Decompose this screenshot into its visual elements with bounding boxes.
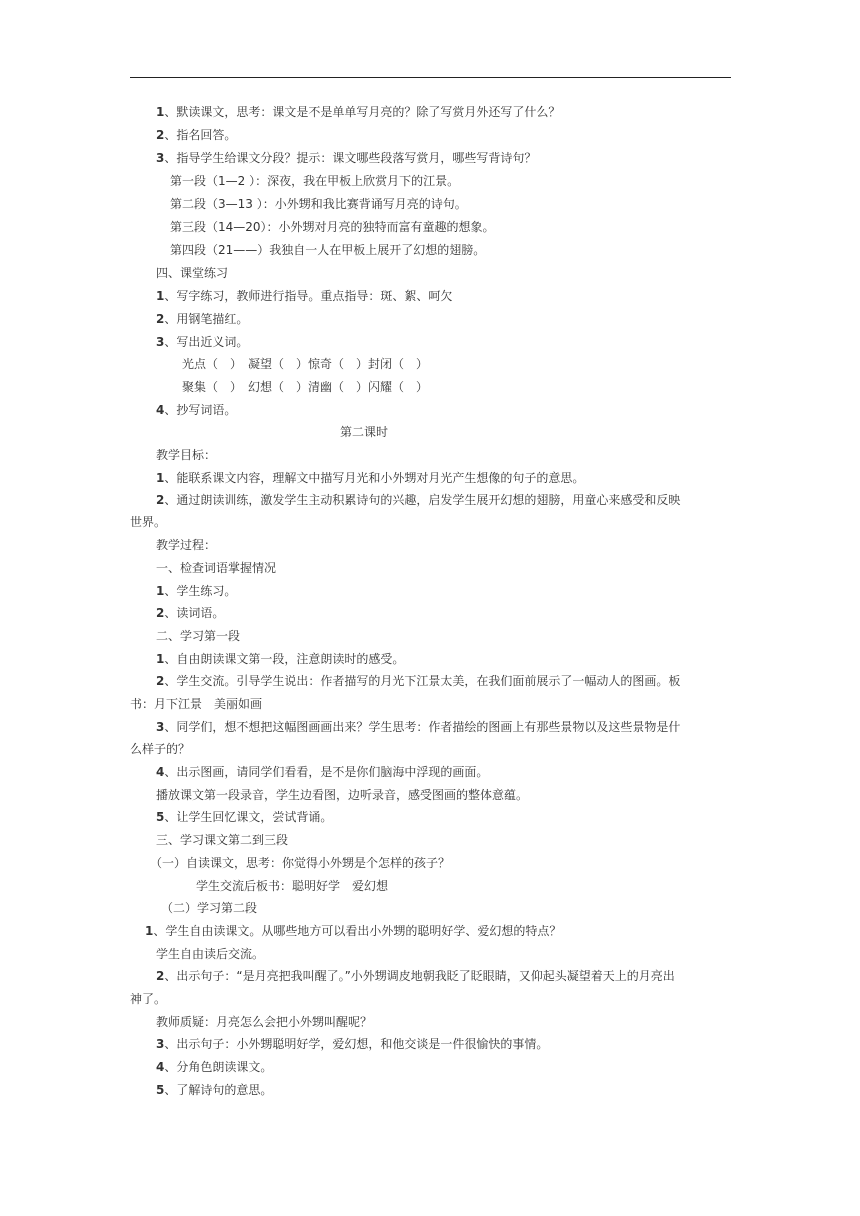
text-line: 3、同学们，想不想把这幅图画画出来？学生思考：作者描绘的图画上有那些景物以及这些景物是什 (156, 720, 681, 734)
text-line: 3、写出近义词。 (156, 335, 249, 349)
text-line: 播放课文第一段录音，学生边看图，边听录音，感受图画的整体意蕴。 (156, 788, 529, 802)
subsection-heading: （二）学习第二段 (161, 901, 258, 915)
text-line: 2、用钢笔描红。 (156, 312, 249, 326)
text-line: 学生交流后板书：聪明好学 爱幻想 (196, 879, 389, 893)
text-line: 3、指导学生给课文分段？提示：课文哪些段落写赏月，哪些写背诗句？ (156, 151, 537, 165)
text-line: 1、能联系课文内容，理解文中描写月光和小外甥对月光产生想像的句子的意思。 (156, 471, 585, 485)
text-line: 2、出示句子：“是月亮把我叫醒了。”小外甥调皮地朝我眨了眨眼睛，又仰起头凝望着天上的月亮出 (156, 969, 675, 983)
text-line: 1、默读课文，思考：课文是不是单单写月亮的？除了写赏月外还写了什么？ (156, 105, 561, 119)
text-line: 3、出示句子：小外甥聪明好学，爱幻想，和他交谈是一件很愉快的事情。 (156, 1037, 549, 1051)
text-line: 教师质疑：月亮怎么会把小外甥叫醒呢？ (156, 1015, 373, 1029)
text-line: 第四段（21——）我独自一人在甲板上展开了幻想的翅膀。 (170, 243, 486, 257)
section-heading: 教学目标： (156, 448, 217, 462)
text-line: 2、学生交流。引导学生说出：作者描写的月光下江景太美，在我们面前展示了一幅动人的图画。板 (156, 674, 681, 688)
section-heading: 教学过程： (156, 538, 217, 552)
text-line: 1、学生自由读课文。从哪些地方可以看出小外甥的聪明好学、爱幻想的特点？ (145, 924, 562, 938)
subsection-heading: （一）自读课文，思考：你觉得小外甥是个怎样的孩子？ (150, 856, 451, 870)
text-line: 4、分角色朗读课文。 (156, 1060, 273, 1074)
text-line: 5、了解诗句的意思。 (156, 1083, 273, 1097)
text-line: 5、让学生回忆课文，尝试背诵。 (156, 810, 333, 824)
text-line: 书：月下江景 美丽如画 (130, 697, 263, 711)
synonym-row: 聚集（ ） 幻想（ ）清幽（ ）闪耀（ ） (182, 380, 429, 394)
text-line: 2、指名回答。 (156, 128, 237, 142)
text-line: 4、抄写词语。 (156, 403, 237, 417)
text-line: 1、写字练习，教师进行指导。重点指导：斑、絮、呵欠 (156, 289, 453, 303)
header-rule (130, 77, 731, 78)
text-line: 2、读词语。 (156, 606, 225, 620)
text-line: 4、出示图画，请同学们看看，是不是你们脑海中浮现的画面。 (156, 765, 489, 779)
text-line: 第二段（3—13 ）：小外甥和我比赛背诵写月亮的诗句。 (170, 197, 467, 211)
section-heading: 二、学习第一段 (156, 629, 241, 643)
text-line: 第一段（1—2 ）：深夜，我在甲板上欣赏月下的江景。 (170, 174, 460, 188)
section-heading: 四、课堂练习 (156, 266, 229, 280)
text-line: 1、学生练习。 (156, 584, 237, 598)
text-line: 神了。 (130, 992, 167, 1006)
section-heading: 三、学习课文第二到三段 (156, 833, 289, 847)
text-line: 2、通过朗读训练，激发学生主动积累诗句的兴趣，启发学生展开幻想的翅膀，用童心来感受和反映 (156, 493, 681, 507)
section-heading: 一、检查词语掌握情况 (156, 561, 277, 575)
text-line: 么样子的？ (130, 742, 191, 756)
synonym-row: 光点（ ） 凝望（ ）惊奇（ ）封闭（ ） (182, 357, 429, 371)
text-line: 学生自由读后交流。 (156, 947, 265, 961)
text-line: 世界。 (130, 515, 167, 529)
text-line: 第三段（14—20）：小外甥对月亮的独特而富有童趣的想象。 (170, 220, 495, 234)
text-line: 1、自由朗读课文第一段，注意朗读时的感受。 (156, 652, 405, 666)
lesson-title: 第二课时 (340, 425, 389, 439)
